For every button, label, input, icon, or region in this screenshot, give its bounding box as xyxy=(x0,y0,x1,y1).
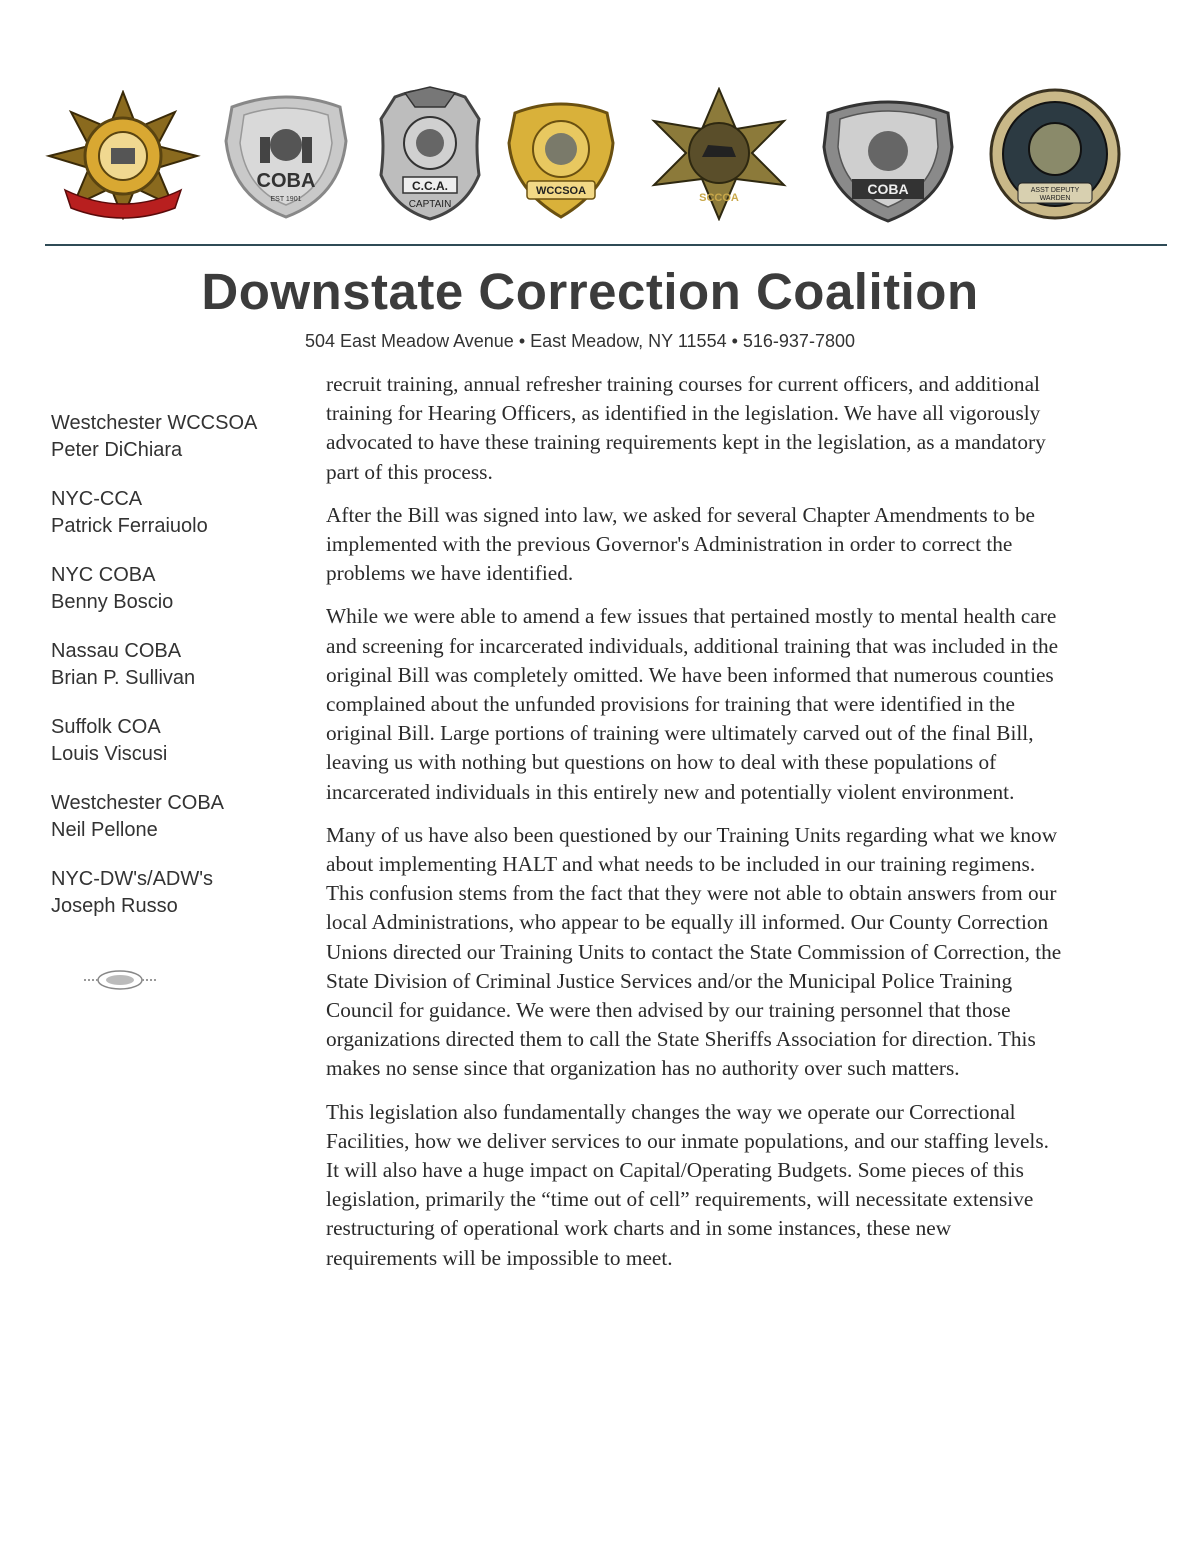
member-org: NYC-DW's/ADW's xyxy=(51,868,214,890)
body-paragraph: recruit training, annual refresher training courses for current officers, and additional training for Hearing Officers, as identified in the legislation. We have all vigorously advocated to have these training requirements kept in the legislation, as a mandatory part of this process. xyxy=(326,372,1046,484)
member-org: Westchester COBA xyxy=(51,792,225,814)
letter-body xyxy=(326,370,1066,1287)
member-entry xyxy=(51,866,301,920)
member-sidebar xyxy=(51,410,301,942)
header-divider xyxy=(45,244,1167,246)
member-org: NYC-CCA xyxy=(51,488,143,510)
member-name: Joseph Russo xyxy=(51,895,178,917)
member-name: Louis Viscusi xyxy=(51,743,168,765)
wccsoa-badge xyxy=(505,93,617,219)
member-name: Patrick Ferraiuolo xyxy=(51,515,208,537)
member-org: Westchester WCCSOA xyxy=(51,412,258,434)
svg-text:WARDEN: WARDEN xyxy=(1039,195,1071,202)
body-paragraph: Many of us have also been questioned by our Training Units regarding what we know about implementing HALT and what needs to be included in our training regimens. This confusion stems from the fact that they were not able to obtain answers from our local Administrations, who appear to be equally ill informed. Our County Correction Unions directed our Training Units to contact the State Commission of Correction, the State Division of Criminal Justice Services and/or the Municipal Police Training Council for guidance. We were then advised by our training personnel that those organizations directed them to call the State Sheriffs Association for direction. This makes no sense since that organization has no authority over such matters. xyxy=(326,822,1062,1081)
address-line: 504 East Meadow Avenue • East Meadow, NY 11554 • 516-937-7800 xyxy=(305,331,855,351)
member-name: Neil Pellone xyxy=(51,819,158,841)
small-seal-icon xyxy=(80,968,160,997)
member-entry xyxy=(51,486,301,540)
svg-text:COBA: COBA xyxy=(256,170,316,192)
member-org: Suffolk COA xyxy=(51,716,161,738)
nyc-adw-badge xyxy=(980,87,1130,221)
westchester-deputy-sheriff-badge xyxy=(45,90,201,220)
member-entry xyxy=(51,790,301,844)
member-org: NYC COBA xyxy=(51,564,156,586)
member-name: Brian P. Sullivan xyxy=(51,667,196,689)
svg-text:SCCOA: SCCOA xyxy=(699,192,739,204)
westchester-coba-badge xyxy=(820,95,956,223)
body-paragraph: After the Bill was signed into law, we asked for several Chapter Amendments to be implemented with the previous Governor's Administration in order to correct the problems we have identified. xyxy=(326,502,1035,586)
member-entry xyxy=(51,714,301,768)
badge-row xyxy=(40,85,1150,225)
svg-text:ASST DEPUTY: ASST DEPUTY xyxy=(1030,187,1080,194)
member-entry xyxy=(51,410,301,464)
member-org: Nassau COBA xyxy=(51,640,182,662)
svg-text:C.C.A.: C.C.A. xyxy=(412,179,448,193)
body-paragraph: While we were able to amend a few issues that pertained mostly to mental health care and screening for incarcerated individuals, additional training that was included in the original Bill was completely omitted. We have been informed that numerous counties complained about the unfunded provisions for training that were identified in the original Bill. Large portions of training were ultimately carved out of the final Bill, leaving us with nothing but questions on how to deal with these populations of incarcerated individuals in this entirely new and potentially violent environment. xyxy=(326,604,1059,804)
member-entry xyxy=(51,638,301,692)
svg-text:WCCSOA: WCCSOA xyxy=(535,185,587,197)
nyc-coba-badge xyxy=(222,93,350,221)
svg-text:COBA: COBA xyxy=(867,181,909,197)
member-name: Benny Boscio xyxy=(51,591,174,613)
svg-text:EST 1901: EST 1901 xyxy=(270,196,302,203)
member-name: Peter DiChiara xyxy=(51,439,183,461)
svg-text:CAPTAIN: CAPTAIN xyxy=(408,199,452,210)
page-title: Downstate Correction Coalition xyxy=(201,263,979,320)
member-entry xyxy=(51,562,301,616)
body-paragraph: This legislation also fundamentally changes the way we operate our Correctional Facilities, how we deliver services to our inmate populations, and our staffing levels. It will also have a huge impact on Capital/Operating Budgets. Some pieces of this legislation, primarily the “time out of cell” requirements, will necessitate extensive restructuring of operational work charts and in some instances, these new requirements will be impossible to meet. xyxy=(326,1099,1049,1270)
nyc-cca-captain-badge xyxy=(375,85,485,221)
suffolk-coa-badge xyxy=(644,87,794,221)
